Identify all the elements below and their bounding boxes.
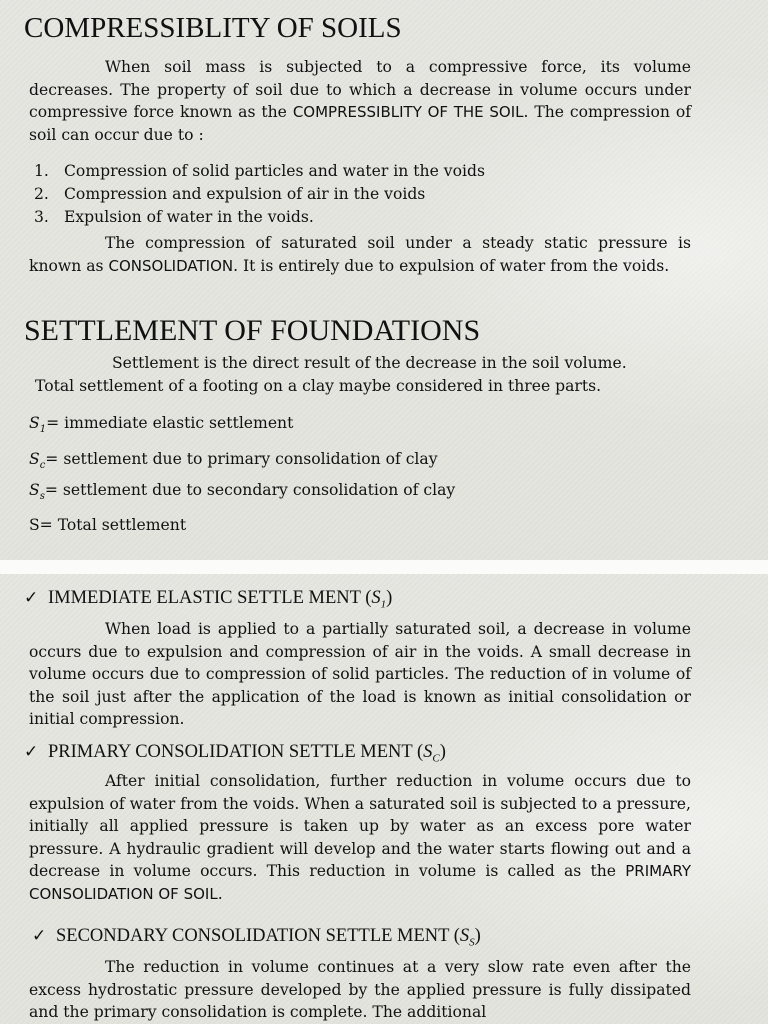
immediate-paragraph bbox=[29, 618, 691, 731]
list-text: Compression and expulsion of air in the voids bbox=[64, 185, 426, 203]
settlement-title: SETTLEMENT OF FOUNDATIONS bbox=[24, 314, 481, 347]
list-text: Expulsion of water in the voids. bbox=[64, 208, 314, 226]
definition-ss bbox=[29, 481, 455, 502]
symbol-subscript: 1 bbox=[380, 598, 387, 611]
symbol-paren-close: ) bbox=[386, 588, 393, 608]
symbol: S bbox=[29, 481, 40, 499]
symbol-paren-open: ( bbox=[416, 742, 424, 762]
symbol-subscript: c bbox=[39, 460, 46, 472]
primary-consolidation-term: PRIMARY CONSOLIDATION OF SOIL bbox=[29, 862, 691, 903]
symbol: S bbox=[371, 588, 381, 608]
definition-total: S= Total settlement bbox=[29, 516, 187, 534]
definition-text: = settlement due to secondary consolidation of clay bbox=[44, 481, 456, 499]
symbol-subscript: C bbox=[432, 752, 440, 765]
list-number: 1. bbox=[34, 162, 49, 180]
symbol-paren-open: ( bbox=[453, 926, 460, 946]
definition-sc bbox=[29, 450, 438, 471]
intro-paragraph bbox=[29, 56, 691, 146]
section-heading-secondary bbox=[32, 926, 481, 949]
consolidation-text: The compression of saturated soil under a steady static pressure is known as bbox=[29, 234, 691, 275]
check-icon: ✓ bbox=[24, 742, 39, 762]
definition-s1 bbox=[29, 414, 293, 435]
section-heading-text: SECONDARY CONSOLIDATION SETTLE MENT bbox=[56, 926, 450, 946]
compressibility-term: COMPRESSIBLITY OF THE SOIL bbox=[292, 103, 524, 121]
page-title: COMPRESSIBLITY OF SOILS bbox=[24, 12, 402, 44]
symbol-paren-close: ) bbox=[439, 742, 446, 762]
symbol-subscript: 1 bbox=[39, 424, 47, 436]
slide-settlement-types bbox=[0, 574, 768, 1024]
section-heading-primary bbox=[24, 742, 446, 765]
symbol-subscript: s bbox=[39, 491, 45, 503]
symbol: S bbox=[29, 414, 40, 432]
section-text: The reduction in volume continues at a very slow rate even after the excess hydrostatic pressure developed by the applied pressure is fully dissipated and the primary consolidation is complete. The additional bbox=[29, 958, 691, 1021]
primary-paragraph bbox=[29, 770, 691, 905]
settlement-line-1: Settlement is the direct result of the decrease in the soil volume. bbox=[112, 354, 627, 372]
section-heading-text: PRIMARY CONSOLIDATION SETTLE MENT bbox=[48, 742, 413, 762]
compression-causes-list bbox=[34, 160, 485, 229]
list-number: 2. bbox=[34, 185, 49, 203]
settlement-line-2: Total settlement of a footing on a clay maybe considered in three parts. bbox=[35, 377, 602, 395]
section-text: After initial consolidation, further reduction in volume occurs due to expulsion of water from the voids. When a saturated soil is subjected to a pressure, initially all applied pressure is taken up by water as an excess pore water pressure. A hydraulic gradient will develop and the water starts flowing out and a decrease in volume occurs. This reduction in volume is called as the bbox=[29, 772, 691, 880]
secondary-paragraph bbox=[29, 956, 691, 1024]
list-item bbox=[34, 183, 485, 206]
list-text: Compression of solid particles and water in the voids bbox=[64, 162, 485, 180]
slide-divider bbox=[0, 560, 768, 574]
consolidation-text-end: . It is entirely due to expulsion of water from the voids. bbox=[233, 256, 670, 275]
symbol: S bbox=[423, 742, 433, 762]
symbol-paren-open: ( bbox=[365, 588, 372, 608]
list-item bbox=[34, 206, 485, 229]
definition-text: = settlement due to primary consolidation of clay bbox=[45, 450, 438, 468]
section-text-end: . bbox=[217, 884, 223, 903]
consolidation-term: CONSOLIDATION bbox=[108, 256, 234, 275]
list-number: 3. bbox=[34, 208, 49, 226]
symbol: S bbox=[29, 450, 40, 468]
check-icon: ✓ bbox=[24, 588, 39, 608]
section-text: When load is applied to a partially saturated soil, a decrease in volume occurs due to expulsion and compression of air in the voids. A small decrease in volume occurs due to compression of solid particles. The reduction of in volume of the soil just after the application of the load is known as initial consolidation or initial compression. bbox=[29, 620, 691, 728]
symbol-paren-close: ) bbox=[474, 926, 481, 946]
check-icon: ✓ bbox=[32, 926, 47, 946]
consolidation-paragraph bbox=[29, 232, 691, 277]
symbol: S bbox=[459, 926, 470, 946]
symbol-subscript: S bbox=[469, 936, 475, 949]
list-item bbox=[34, 160, 485, 183]
definition-text: = immediate elastic settlement bbox=[46, 414, 294, 432]
intro-text-end: . The compression of soil can occur due to : bbox=[29, 103, 691, 144]
section-heading-text: IMMEDIATE ELASTIC SETTLE MENT bbox=[48, 588, 361, 608]
section-heading-immediate bbox=[24, 588, 392, 611]
intro-text: When soil mass is subjected to a compressive force, its volume decreases. The property of soil due to which a decrease in volume occurs under compressive force known as the bbox=[29, 58, 691, 121]
